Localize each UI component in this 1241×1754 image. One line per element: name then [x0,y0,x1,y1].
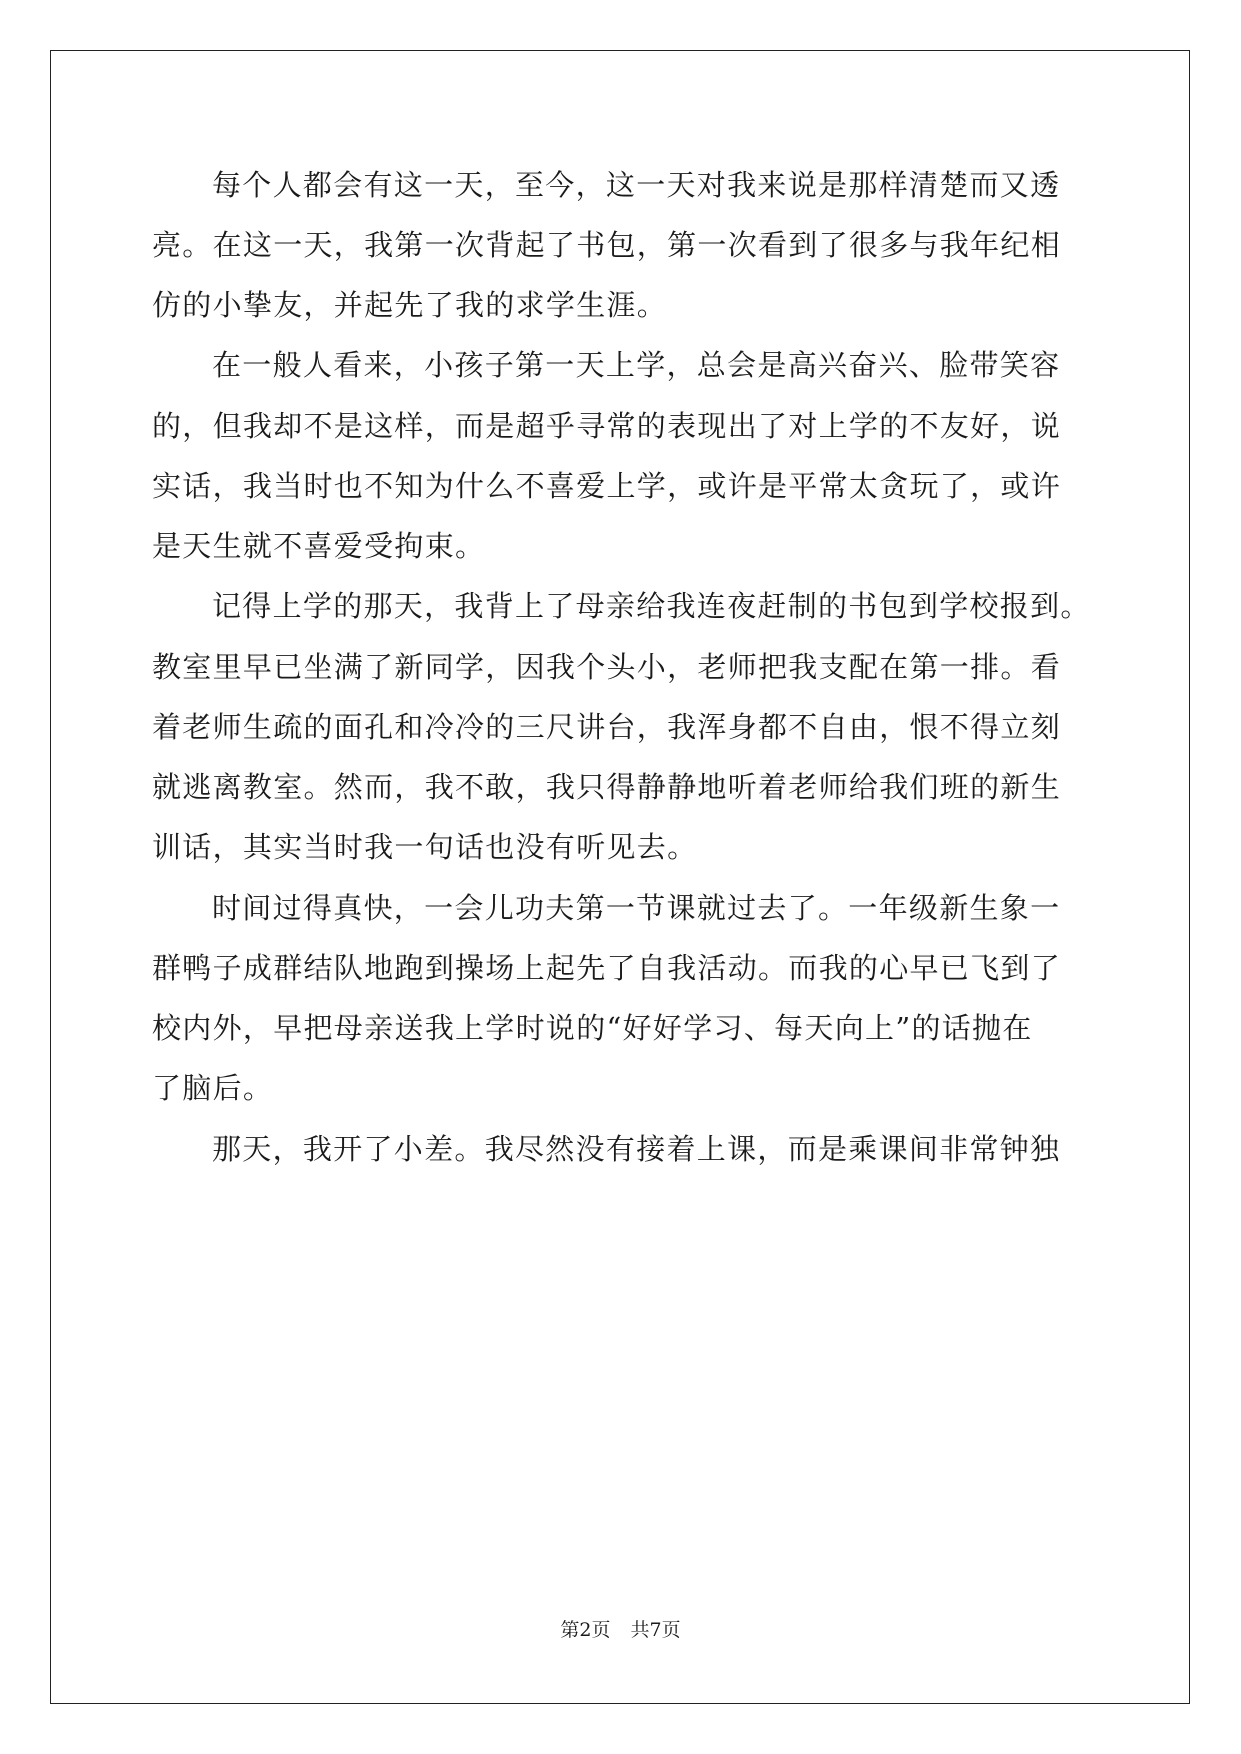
paragraph-5-line-1: 那天，我开了小差。我尽然没有接着上课，而是乘课间非常钟独 [212,1132,1061,1166]
paragraph-3-line-3: 着老师生疏的面孔和冷冷的三尺讲台，我浑身都不自由，恨不得立刻 [152,710,1062,744]
paragraph-1-line-1: 每个人都会有这一天，至今，这一天对我来说是那样清楚而又透 [212,168,1061,202]
paragraph-1-line-2: 亮。在这一天，我第一次背起了书包，第一次看到了很多与我年纪相 [152,228,1062,262]
paragraph-3-line-2: 教室里早已坐满了新同学，因我个头小，老师把我支配在第一排。看 [152,650,1062,684]
paragraph-4-line-2: 群鸭子成群结队地跑到操场上起先了自我活动。而我的心早已飞到了 [152,951,1062,985]
paragraph-2-line-4: 是天生就不喜爱受拘束。 [152,529,486,563]
paragraph-1-line-3: 仿的小挚友，并起先了我的求学生涯。 [152,288,668,322]
page-number-current: 第2页 [560,1619,611,1641]
paragraph-2-line-1: 在一般人看来，小孩子第一天上学，总会是高兴奋兴、脸带笑容 [212,348,1061,382]
page-number-total: 共7页 [630,1619,681,1641]
paragraph-2-line-2: 的，但我却不是这样，而是超乎寻常的表现出了对上学的不友好，说 [152,409,1062,443]
paragraph-3-line-1: 记得上学的那天，我背上了母亲给我连夜赶制的书包到学校报到。 [212,589,1091,623]
paragraph-2-line-3: 实话，我当时也不知为什么不喜爱上学，或许是平常太贪玩了，或许 [152,469,1062,503]
paragraph-4-line-3: 校内外，早把母亲送我上学时说的“好好学习、每天向上”的话抛在 [152,1011,1033,1045]
paragraph-3-line-4: 就逃离教室。然而，我不敢，我只得静静地听着老师给我们班的新生 [152,770,1062,804]
paragraph-4-line-4: 了脑后。 [152,1071,274,1105]
page-footer [0,1618,1241,1642]
paragraph-3-line-5: 训话，其实当时我一句话也没有听见去。 [152,830,698,864]
paragraph-4-line-1: 时间过得真快，一会儿功夫第一节课就过去了。一年级新生象一 [212,891,1061,925]
